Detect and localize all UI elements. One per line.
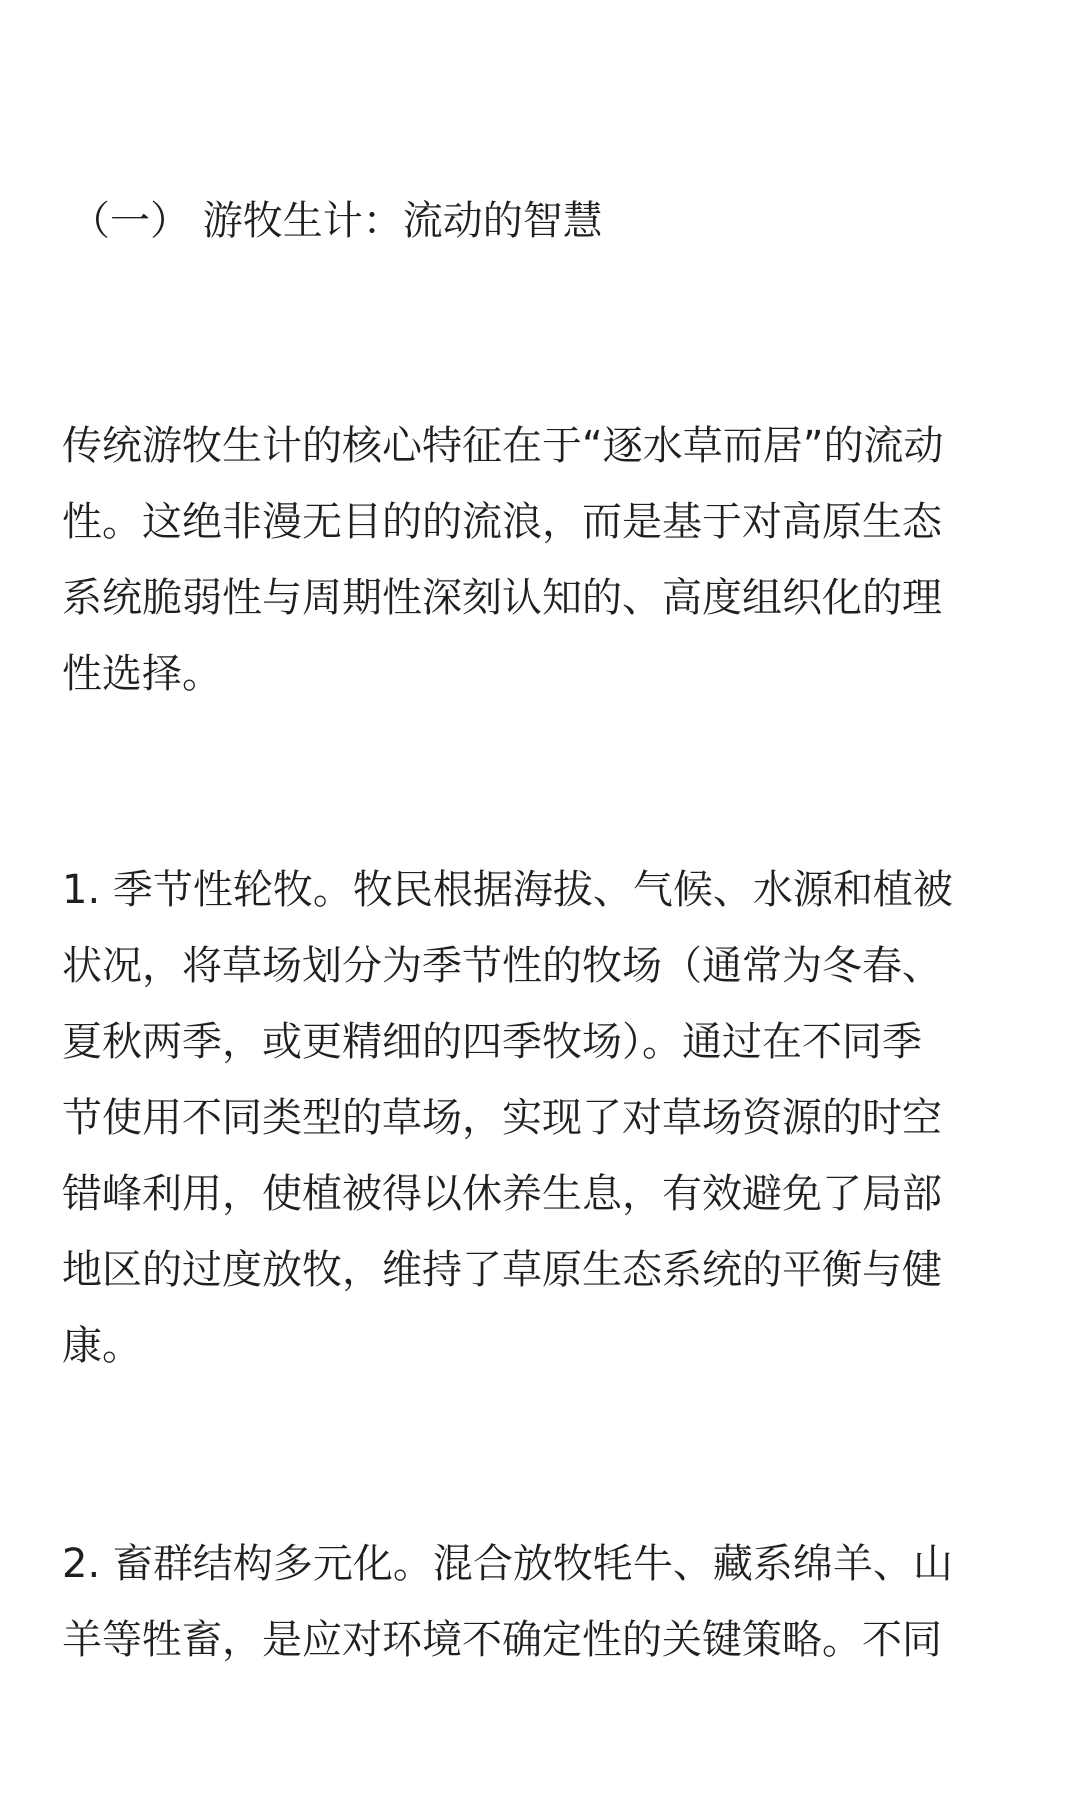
paragraph-line: 1. 季节性轮牧。牧民根据海拔、气候、水源和植被	[62, 867, 953, 913]
section-heading: （一） 游牧生计：流动的智慧	[70, 198, 603, 244]
paragraph-line: 传统游牧生计的核心特征在于“逐水草而居”的流动	[62, 423, 944, 469]
paragraph-line: 康。	[62, 1323, 142, 1369]
paragraph-line: 状况，将草场划分为季节性的牧场（通常为冬春、	[62, 943, 942, 989]
paragraph-line: 2. 畜群结构多元化。混合放牧牦牛、藏系绵羊、山	[62, 1541, 953, 1587]
paragraph-line: 性。这绝非漫无目的的流浪，而是基于对高原生态	[62, 499, 942, 545]
paragraph-line: 羊等牲畜，是应对环境不确定性的关键策略。不同	[62, 1617, 942, 1663]
intro-paragraph	[62, 408, 1022, 712]
paragraph-line: 错峰利用，使植被得以休养生息，有效避免了局部	[62, 1171, 942, 1217]
paragraph-line: 节使用不同类型的草场，实现了对草场资源的时空	[62, 1095, 942, 1141]
paragraph-line: 系统脆弱性与周期性深刻认知的、高度组织化的理	[62, 575, 942, 621]
paragraph-line: 性选择。	[62, 651, 222, 697]
list-item-herd-diversification	[62, 1526, 1022, 1678]
paragraph-line: 夏秋两季，或更精细的四季牧场）。通过在不同季	[62, 1019, 922, 1065]
list-item-seasonal-rotation	[62, 852, 1022, 1384]
paragraph-line: 地区的过度放牧，维持了草原生态系统的平衡与健	[62, 1247, 942, 1293]
